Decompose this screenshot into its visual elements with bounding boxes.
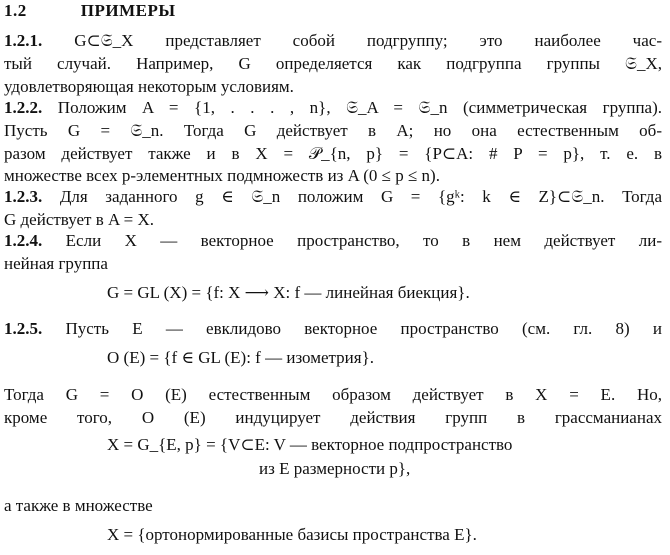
line-text: нейная группа — [4, 254, 108, 273]
item-number: 1.2.4. — [4, 231, 43, 250]
line-text: Пусть E — евклидово векторное пространство (см. гл. 8) и — [42, 319, 662, 338]
line-text: из E размерности p}, — [259, 459, 411, 478]
line-text: Пусть G = 𝔖_n. Тогда G действует в A; но она естественным об- — [4, 121, 662, 140]
line-text: Положим A = {1, . . . , n}, 𝔖_A = 𝔖_n (симметрическая группа). — [42, 98, 662, 117]
line-text: X = {ортонормированные базисы пространства E}. — [107, 525, 477, 544]
line-text: X = G_{E, p} = {V⊂E: V — векторное подпространство — [107, 435, 513, 454]
item-number: 1.2.5. — [4, 319, 43, 338]
line-text: Если X — векторное пространство, то в нем действует ли- — [42, 231, 662, 250]
text-line — [4, 55, 662, 72]
text-line — [4, 497, 153, 514]
line-text: множестве всех p-элементных подмножеств из A (0 ≤ p ≤ n). — [4, 166, 440, 185]
formula-line — [107, 349, 374, 366]
text-line — [4, 145, 662, 162]
formula-line — [107, 436, 512, 453]
line-text: разом действует также и в X = 𝒫_{n, p} = {P⊂A: # P = p}, т. е. в — [4, 144, 662, 163]
formula-line — [107, 526, 477, 543]
text-line — [4, 409, 662, 426]
text-line — [4, 122, 662, 139]
text-line — [4, 232, 662, 249]
line-text: кроме того, O (E) индуцирует действия групп в грассманианах — [4, 408, 662, 427]
text-line — [4, 188, 662, 205]
text-line — [4, 255, 108, 272]
item-number: 1.2.1. — [4, 31, 43, 50]
formula-line — [259, 460, 410, 477]
line-text: Тогда G = O (E) естественным образом действует в X = E. Но, — [4, 385, 662, 404]
item-number: 1.2.3. — [4, 187, 43, 206]
line-text: G⊂𝔖_X представляет собой подгруппу; это наиболее час- — [42, 31, 662, 50]
text-line — [4, 99, 662, 116]
text-line — [4, 167, 440, 184]
line-text: а также в множестве — [4, 496, 153, 515]
line-text: G действует в A = X. — [4, 210, 154, 229]
section-title: ПРИМЕРЫ — [80, 1, 176, 20]
text-line — [4, 386, 662, 403]
text-line — [4, 320, 662, 337]
text-line — [4, 78, 294, 95]
line-text: O (E) = {f ∈ GL (E): f — изометрия}. — [107, 348, 375, 367]
section-heading — [4, 2, 176, 19]
line-text: удовлетворяющая некоторым условиям. — [4, 77, 294, 96]
line-text: Для заданного g ∈ 𝔖_n положим G = {gᵏ: k ∈ Z}⊂𝔖_n. Тогда — [42, 187, 662, 206]
item-number: 1.2.2. — [4, 98, 43, 117]
section-number: 1.2 — [4, 1, 27, 20]
text-line — [4, 32, 662, 49]
formula-line — [107, 284, 470, 301]
line-text: G = GL (X) = {f: X ⟶ X: f — линейная биекция}. — [107, 283, 470, 302]
text-line — [4, 211, 154, 228]
line-text: тый случай. Например, G определяется как подгруппа группы 𝔖_X, — [4, 54, 662, 73]
